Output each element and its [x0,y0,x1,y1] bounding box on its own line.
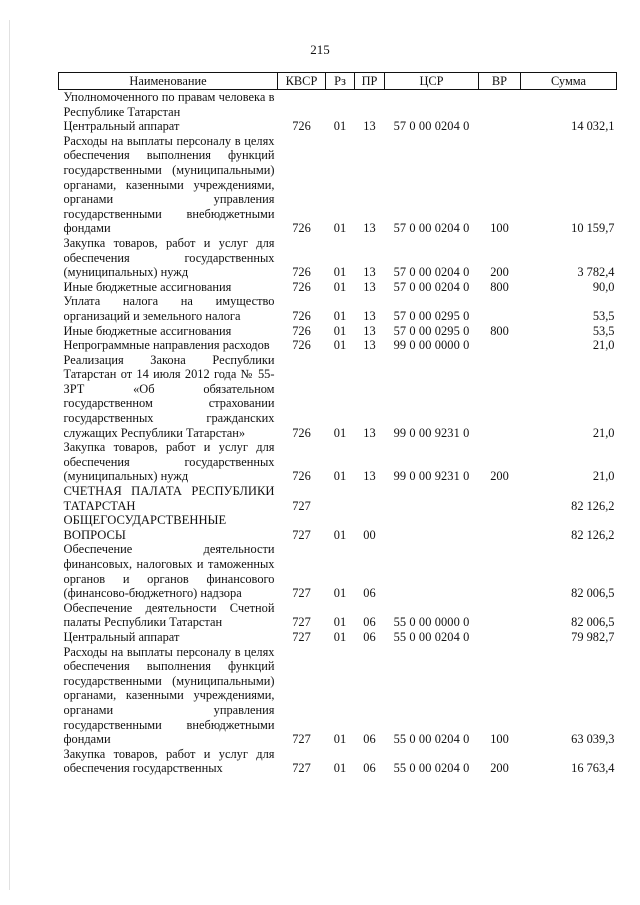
cell-pr: 06 [363,761,376,776]
cell-kvsr: 727 [292,498,311,513]
cell-name: Иные бюджетные ассигнования [63,279,232,294]
table-row [59,440,617,484]
cell-sum [521,90,617,120]
table-row [59,338,617,353]
cell-vr [479,90,521,120]
cell-name: Уполномоченного по правам человека в Республике Татарстан [63,90,275,119]
cell-csr: 57 0 00 0204 0 [393,279,470,294]
cell-rz: 01 [333,323,347,338]
cell-name: Центральный аппарат [63,629,180,644]
cell-pr: 06 [363,732,376,747]
cell-kvsr: 726 [292,425,311,440]
table-row [59,280,617,295]
cell-name: Расходы на выплаты персоналу в целях обеспечения выполнения функций государственными (муниципальными) органами, казенными учреждениями, органами управления государственными внебюджетными фондами [63,644,275,747]
cell-rz [326,90,355,120]
cell-rz: 01 [333,586,347,601]
cell-kvsr: 727 [292,732,311,747]
cell-sum: 79 982,7 [571,629,615,644]
cell-pr: 13 [363,308,376,323]
cell-vr: 200 [490,761,509,776]
cell-rz: 01 [333,527,347,542]
cell-csr: 99 0 00 9231 0 [393,425,470,440]
cell-sum: 53,5 [592,323,615,338]
cell-kvsr: 727 [292,615,311,630]
cell-name: Иные бюджетные ассигнования [63,323,232,338]
cell-rz: 01 [333,425,347,440]
cell-pr [355,484,385,513]
cell-pr: 13 [363,119,376,134]
cell-sum: 10 159,7 [571,221,615,236]
cell-sum: 14 032,1 [571,119,615,134]
table-row [59,119,617,134]
cell-name: СЧЕТНАЯ ПАЛАТА РЕСПУБЛИКИ ТАТАРСТАН [63,484,275,513]
cell-pr: 06 [363,629,376,644]
cell-name: Расходы на выплаты персоналу в целях обеспечения выполнения функций государственными (муниципальными) органами, казенными учреждениями, органами управления государственными внебюджетными фондами [63,133,275,236]
cell-csr [385,542,479,600]
cell-vr [479,484,521,513]
cell-pr [355,90,385,120]
cell-kvsr: 726 [292,265,311,280]
cell-kvsr [278,90,326,120]
cell-vr: 100 [490,221,509,236]
cell-rz: 01 [333,265,347,280]
cell-rz [326,484,355,513]
cell-csr: 55 0 00 0204 0 [393,732,470,747]
cell-rz: 01 [333,338,347,353]
cell-pr: 13 [363,469,376,484]
cell-vr: 100 [490,732,509,747]
cell-name: Реализация Закона Республики Татарстан от 14 июля 2012 года № 55-ЗРТ «Об обязательном государственном страховании государственных гражданских служащих Республики Татарстан» [63,352,275,440]
table-body [59,90,617,776]
cell-csr [385,513,479,542]
cell-kvsr: 726 [292,119,311,134]
table-row [59,601,617,630]
cell-name: Обеспечение деятельности финансовых, налоговых и таможенных органов и органов финансового (финансово-бюджетного) надзора [63,542,275,601]
cell-pr: 06 [363,615,376,630]
cell-name: Уплата налога на имущество организаций и земельного налога [63,294,275,323]
cell-vr [479,630,521,645]
cell-rz: 01 [333,119,347,134]
cell-kvsr: 726 [292,308,311,323]
cell-name: Обеспечение деятельности Счетной палаты Республики Татарстан [63,600,275,630]
cell-csr: 57 0 00 0204 0 [393,119,470,134]
cell-sum: 21,0 [592,425,615,440]
cell-sum: 63 039,3 [571,732,615,747]
cell-pr: 13 [363,323,376,338]
cell-sum: 3 782,4 [577,265,615,280]
cell-pr: 06 [363,586,376,601]
cell-rz: 01 [333,615,347,630]
table-row [59,513,617,542]
cell-pr: 13 [363,338,376,353]
cell-vr: 800 [490,323,509,338]
column-header-sum: Сумма [521,73,617,90]
cell-sum: 21,0 [592,338,615,353]
column-header-csr: ЦСР [385,73,479,90]
cell-kvsr: 727 [292,527,311,542]
cell-pr: 13 [363,221,376,236]
cell-vr [479,513,521,542]
column-header-pr: ПР [355,73,385,90]
table-header-row [59,73,617,90]
scan-margin-line [9,20,10,890]
cell-vr [479,119,521,134]
cell-name: Непрограммные направления расходов [63,338,270,353]
cell-kvsr: 726 [292,469,311,484]
cell-sum: 90,0 [592,279,615,294]
cell-name: Центральный аппарат [63,119,180,134]
table-row [59,484,617,513]
cell-csr: 57 0 00 0295 0 [393,308,470,323]
cell-csr: 57 0 00 0204 0 [393,221,470,236]
cell-vr [479,294,521,323]
cell-name: ОБЩЕГОСУДАРСТВЕННЫЕ ВОПРОСЫ [63,513,227,542]
column-header-vr: ВР [479,73,521,90]
cell-rz: 01 [333,469,347,484]
cell-csr [385,484,479,513]
cell-csr: 55 0 00 0000 0 [393,615,470,630]
cell-vr [479,338,521,353]
table-row [59,134,617,236]
cell-csr: 99 0 00 0000 0 [393,338,470,353]
cell-pr: 13 [363,279,376,294]
table-row [59,294,617,323]
table-row [59,353,617,441]
table-row [59,747,617,776]
cell-vr: 800 [490,279,509,294]
cell-csr: 57 0 00 0295 0 [393,323,470,338]
cell-kvsr: 727 [292,586,311,601]
cell-csr: 57 0 00 0204 0 [393,265,470,280]
cell-kvsr: 726 [292,221,311,236]
cell-vr: 200 [490,469,509,484]
cell-sum: 82 126,2 [571,498,615,513]
cell-pr: 13 [363,425,376,440]
column-header-name: Наименование [59,73,278,90]
cell-sum: 82 126,2 [571,527,615,542]
cell-rz: 01 [333,629,347,644]
cell-vr [479,542,521,600]
table-row [59,90,617,120]
column-header-kvsr: КВСР [278,73,326,90]
cell-vr: 200 [490,265,509,280]
cell-rz: 01 [333,308,347,323]
cell-sum: 16 763,4 [571,761,615,776]
cell-rz: 01 [333,221,347,236]
cell-name: Закупка товаров, работ и услуг для обеспечения государственных (муниципальных) нужд [63,235,275,280]
cell-sum: 53,5 [592,308,615,323]
cell-pr: 13 [363,265,376,280]
cell-sum: 21,0 [592,469,615,484]
cell-rz: 01 [333,761,347,776]
cell-sum: 82 006,5 [571,615,615,630]
cell-rz: 01 [333,279,347,294]
cell-kvsr: 726 [292,323,311,338]
table-row [59,236,617,280]
cell-csr: 55 0 00 0204 0 [393,629,470,644]
budget-table [58,72,617,776]
cell-csr: 55 0 00 0204 0 [393,761,470,776]
cell-vr [479,353,521,441]
cell-sum: 82 006,5 [571,586,615,601]
cell-kvsr: 726 [292,279,311,294]
table-row [59,645,617,747]
cell-csr: 99 0 00 9231 0 [393,469,470,484]
table-row [59,630,617,645]
cell-kvsr: 726 [292,338,311,353]
cell-name: Закупка товаров, работ и услуг для обеспечения государственных (муниципальных) нужд [63,440,275,484]
cell-csr [385,90,479,120]
cell-rz: 01 [333,732,347,747]
table-row [59,542,617,600]
cell-pr: 00 [363,527,376,542]
cell-vr [479,601,521,630]
cell-kvsr: 727 [292,761,311,776]
page-number: 215 [310,42,330,57]
table-row [59,324,617,339]
cell-name: Закупка товаров, работ и услуг для обеспечения государственных [63,746,275,776]
column-header-rz: Рз [326,73,355,90]
cell-kvsr: 727 [292,629,311,644]
